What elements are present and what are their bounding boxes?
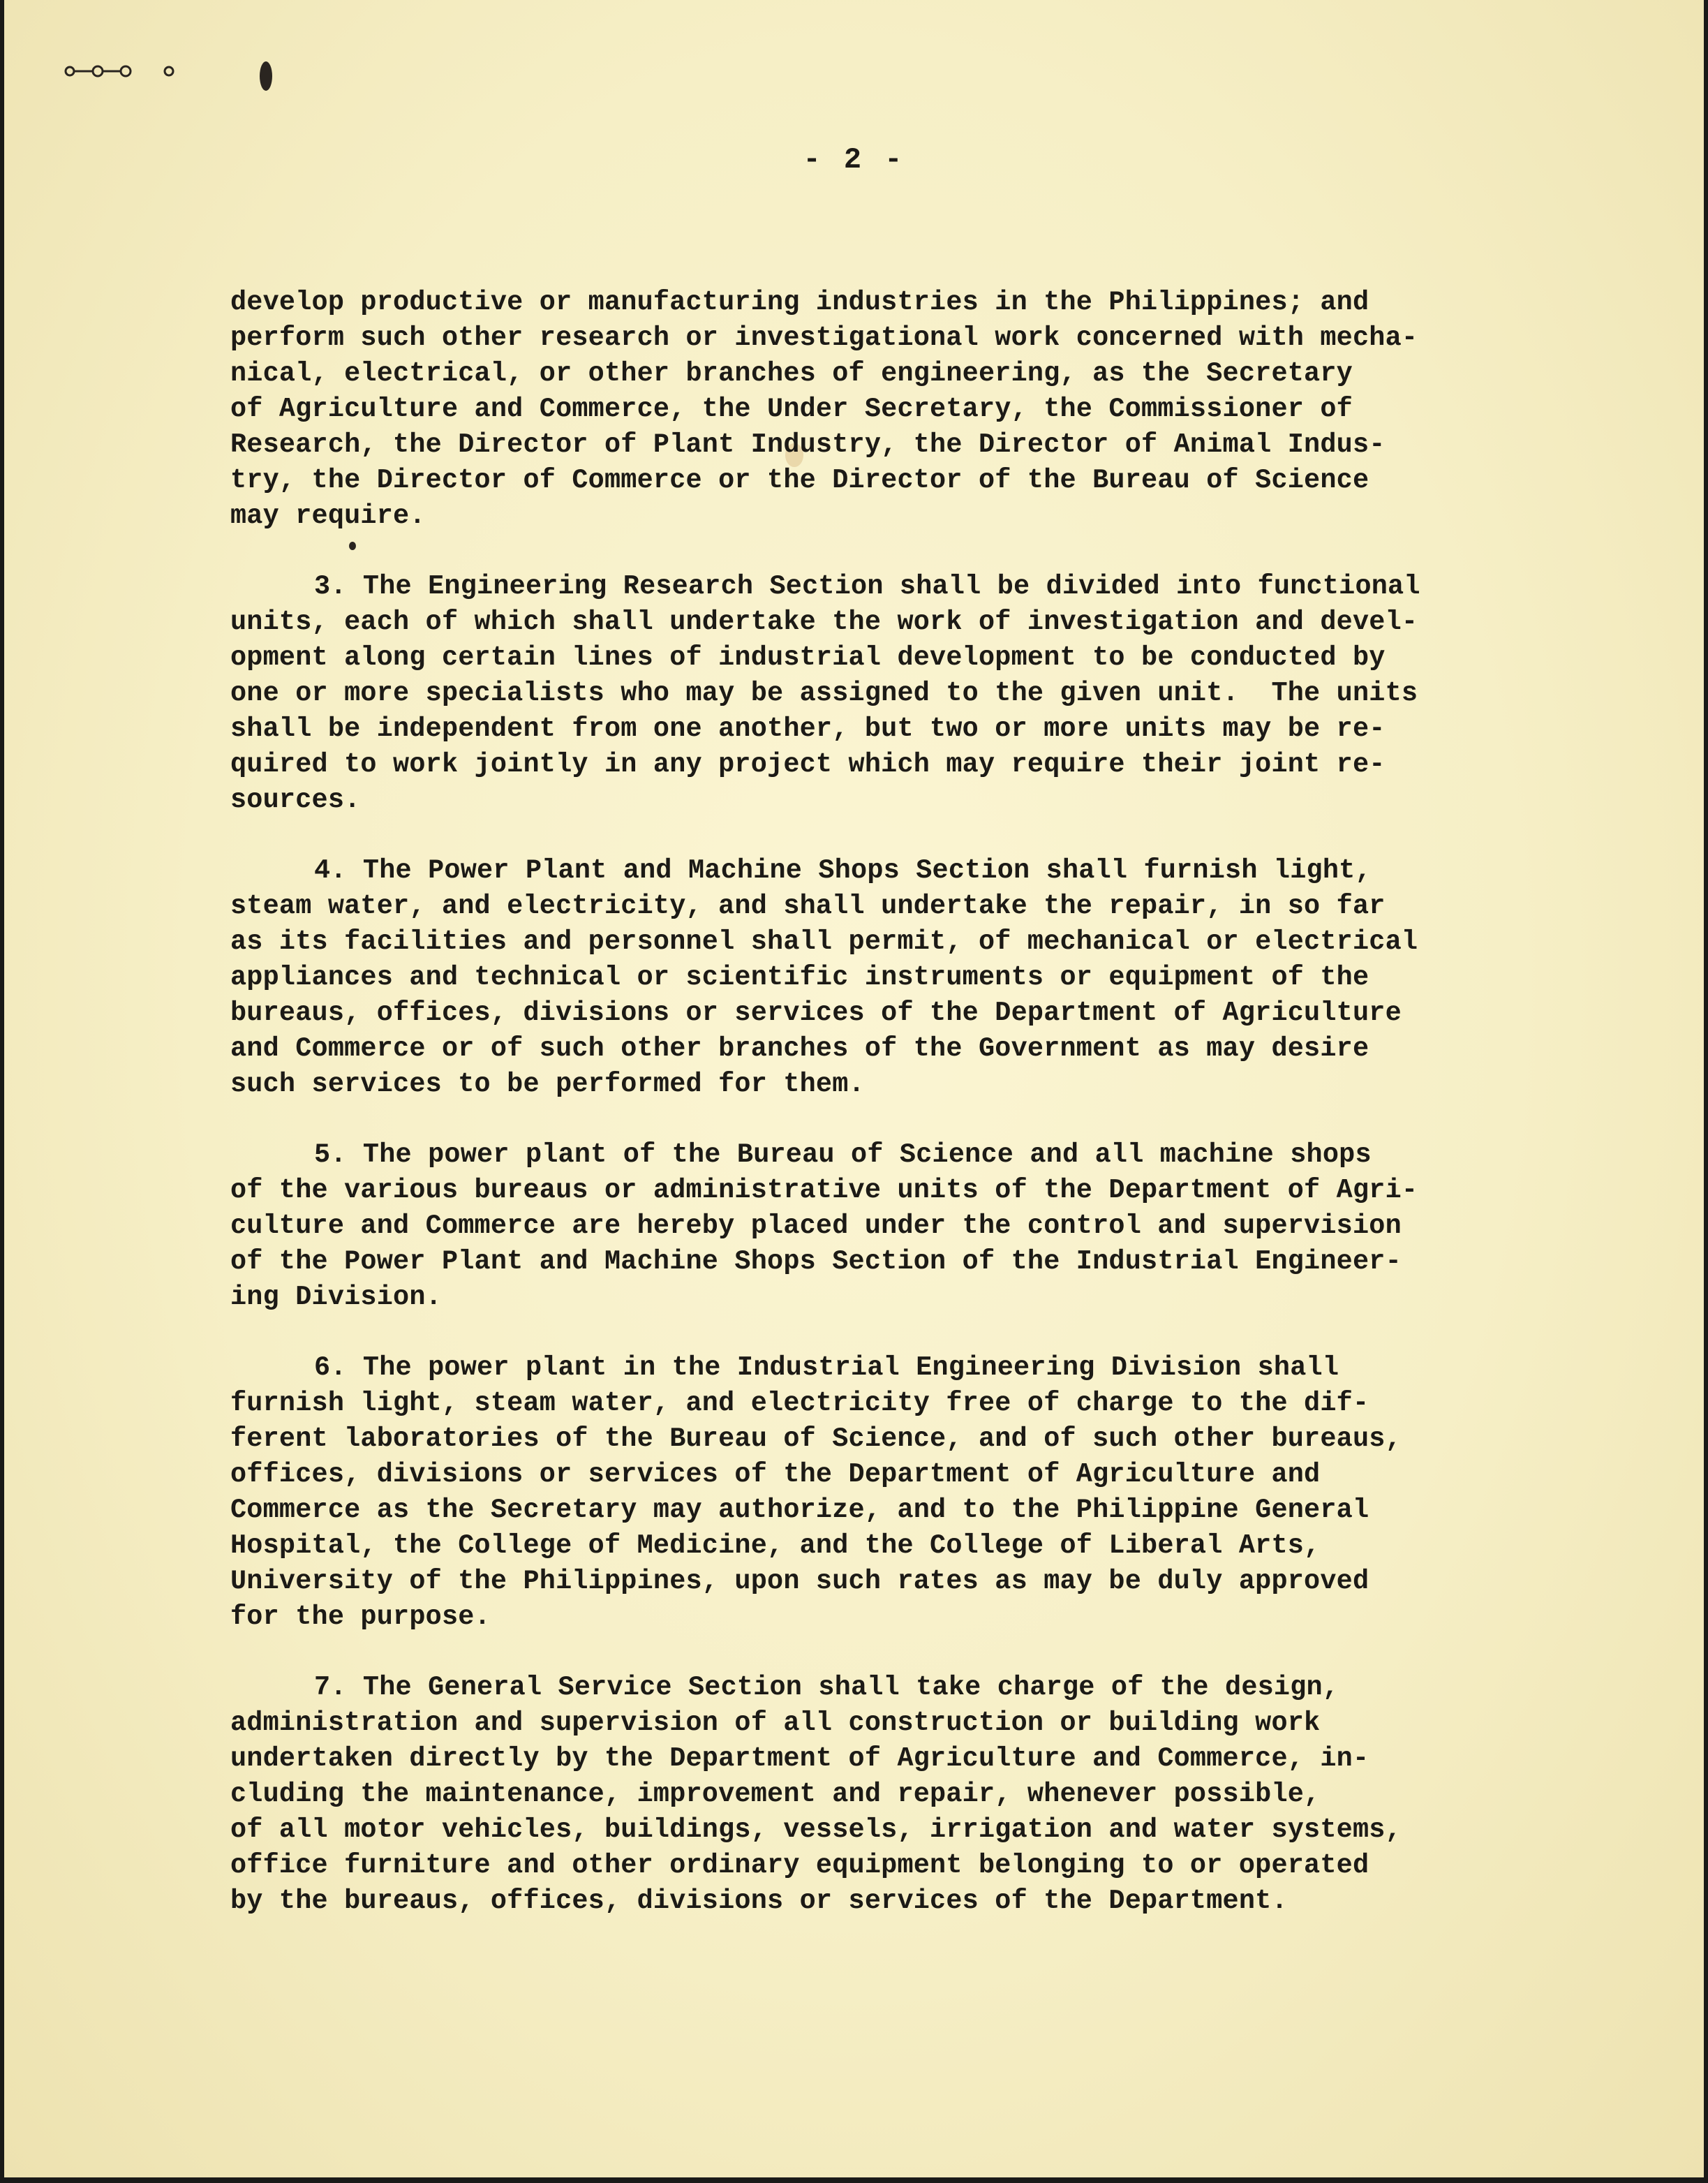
staple-holes-mark	[64, 64, 183, 78]
text-line: office furniture and other ordinary equipment belonging to or operated	[230, 1850, 1369, 1881]
text-line: by the bureaus, offices, divisions or services of the Department.	[230, 1886, 1288, 1916]
paragraph-6	[230, 1350, 1557, 1635]
text-line: cluding the maintenance, improvement and repair, whenever possible,	[230, 1779, 1321, 1810]
paragraph-7	[230, 1670, 1557, 1919]
paragraph-3	[230, 569, 1557, 818]
text-line: such services to be performed for them.	[230, 1069, 865, 1100]
text-line: perform such other research or investigational work concerned with mecha-	[230, 323, 1418, 353]
text-line: University of the Philippines, upon such rates as may be duly approved	[230, 1566, 1369, 1597]
text-line: develop productive or manufacturing industries in the Philippines; and	[230, 287, 1369, 318]
paragraph-4	[230, 853, 1557, 1102]
scan-border-right	[1704, 0, 1708, 2183]
paragraph-continuation	[230, 285, 1557, 534]
text-line: shall be independent from one another, but two or more units may be re-	[230, 713, 1386, 744]
text-line: undertaken directly by the Department of Agriculture and Commerce, in-	[230, 1743, 1369, 1774]
text-line: of all motor vehicles, buildings, vessels, irrigation and water systems,	[230, 1814, 1402, 1845]
text-line: nical, electrical, or other branches of engineering, as the Secretary	[230, 358, 1353, 389]
text-line: administration and supervision of all construction or building work	[230, 1708, 1321, 1738]
text-line: culture and Commerce are hereby placed under the control and supervision	[230, 1211, 1402, 1241]
page-number: - 2 -	[803, 143, 905, 177]
text-line: of the Power Plant and Machine Shops Section of the Industrial Engineer-	[230, 1246, 1402, 1277]
text-line: opment along certain lines of industrial development to be conducted by	[230, 642, 1386, 673]
text-line: ing Division.	[230, 1282, 442, 1312]
scan-border-bottom	[0, 2177, 1708, 2183]
text-line: furnish light, steam water, and electricity free of charge to the dif-	[230, 1388, 1369, 1419]
paragraph-5	[230, 1137, 1557, 1315]
text-line: of the various bureaus or administrative units of the Department of Agri-	[230, 1175, 1418, 1206]
text-line: Research, the Director of Plant Industry, the Director of Animal Indus-	[230, 429, 1386, 460]
document-body	[230, 285, 1557, 1954]
text-line: appliances and technical or scientific instruments or equipment of the	[230, 962, 1369, 993]
text-line: may require.	[230, 501, 426, 531]
text-line: as its facilities and personnel shall permit, of mechanical or electrical	[230, 926, 1418, 957]
text-line: bureaus, offices, divisions or services of the Department of Agriculture	[230, 998, 1402, 1028]
text-line: for the purpose.	[230, 1601, 491, 1632]
scan-border-left	[0, 0, 4, 2183]
text-line: and Commerce or of such other branches of the Government as may desire	[230, 1033, 1369, 1064]
text-line: 7. The General Service Section shall take charge of the design,	[314, 1672, 1339, 1703]
text-line: Hospital, the College of Medicine, and the College of Liberal Arts,	[230, 1530, 1321, 1561]
text-line: one or more specialists who may be assigned to the given unit. The units	[230, 678, 1418, 709]
text-line: Commerce as the Secretary may authorize, and to the Philippine General	[230, 1495, 1369, 1525]
text-line: of Agriculture and Commerce, the Under Secretary, the Commissioner of	[230, 394, 1353, 424]
text-line: try, the Director of Commerce or the Director of the Bureau of Science	[230, 465, 1369, 496]
text-line: 5. The power plant of the Bureau of Science and all machine shops	[314, 1139, 1372, 1170]
text-line: 3. The Engineering Research Section shall be divided into functional	[314, 571, 1420, 602]
text-line: steam water, and electricity, and shall undertake the repair, in so far	[230, 891, 1386, 922]
text-line: 4. The Power Plant and Machine Shops Section shall furnish light,	[314, 855, 1372, 886]
text-line: ferent laboratories of the Bureau of Science, and of such other bureaus,	[230, 1423, 1402, 1454]
ink-blot-mark	[260, 61, 272, 91]
text-line: sources.	[230, 785, 361, 815]
text-line: offices, divisions or services of the Department of Agriculture and	[230, 1459, 1321, 1490]
text-line: 6. The power plant in the Industrial Engineering Division shall	[314, 1352, 1339, 1383]
text-line: units, each of which shall undertake the work of investigation and devel-	[230, 607, 1418, 637]
text-line: quired to work jointly in any project which may require their joint re-	[230, 749, 1386, 780]
